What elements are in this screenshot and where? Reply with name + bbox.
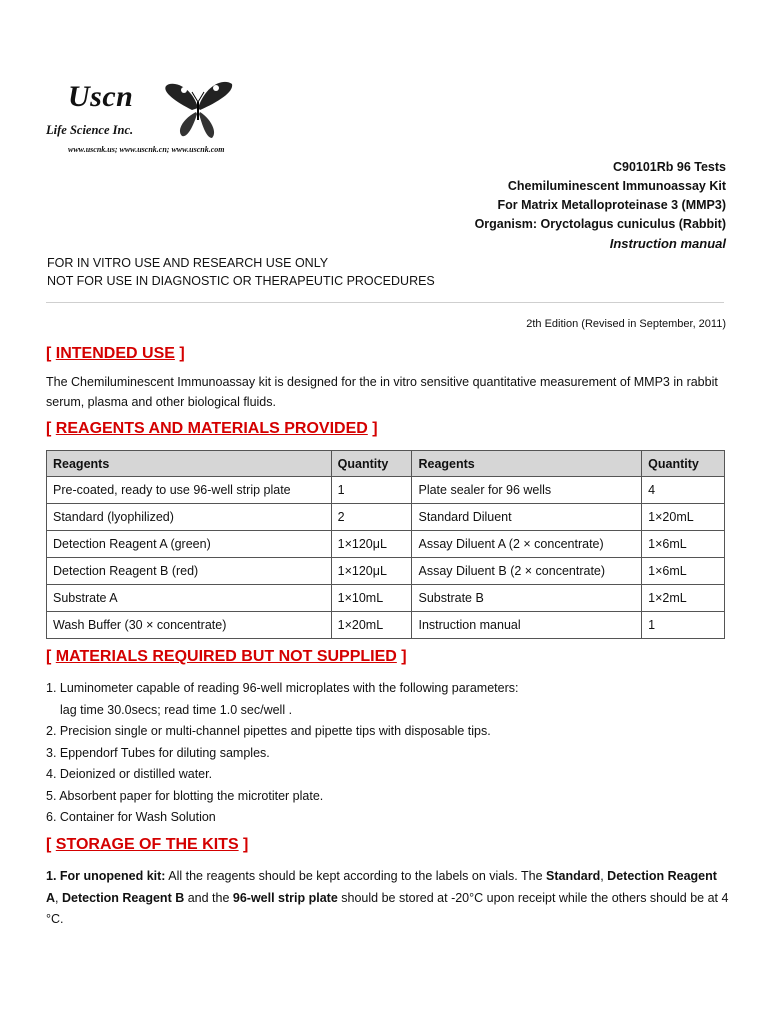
catalog-number: C90101Rb 96 Tests bbox=[612, 160, 726, 174]
divider bbox=[46, 302, 724, 303]
cell: Assay Diluent A (2 × concentrate) bbox=[412, 531, 642, 558]
intended-use-text: The Chemiluminescent Immunoassay kit is designed for the in vitro sensitive quantitative measurement of MMP3 in rabbit serum, plasma and other biological fluids. bbox=[46, 375, 718, 409]
header-cell: Reagents bbox=[47, 451, 332, 477]
logo-brand: Uscn bbox=[68, 80, 134, 113]
notice-line-2: NOT FOR USE IN DIAGNOSTIC OR THERAPEUTIC PROCEDURES bbox=[47, 274, 435, 288]
list-item: 2. Precision single or multi-channel pipettes and pipette tips with disposable tips. bbox=[46, 724, 491, 738]
list-item: lag time 30.0secs; read time 1.0 sec/well . bbox=[60, 702, 293, 717]
logo-websites: www.uscnk.us; www.uscnk.cn; www.uscnk.com bbox=[68, 145, 225, 154]
list-item: 3. Eppendorf Tubes for diluting samples. bbox=[46, 745, 270, 760]
cell: 1×20mL bbox=[642, 504, 725, 531]
list-item: 1. Luminometer capable of reading 96-well microplates with the following parameters: bbox=[46, 681, 519, 695]
cell: Detection Reagent B (red) bbox=[47, 558, 332, 585]
product-name: Chemiluminescent Immunoassay Kit bbox=[507, 179, 726, 193]
table-header-row bbox=[47, 451, 725, 477]
materials-list bbox=[46, 678, 518, 829]
table-row bbox=[47, 477, 725, 504]
cell: 1 bbox=[642, 612, 725, 639]
cell: 2 bbox=[331, 504, 412, 531]
cell: Instruction manual bbox=[412, 612, 642, 639]
organism: Organism: Oryctolagus cuniculus (Rabbit) bbox=[474, 217, 726, 231]
cell: Standard (lyophilized) bbox=[47, 504, 332, 531]
cell: Assay Diluent B (2 × concentrate) bbox=[412, 558, 642, 585]
cell: 1×120μL bbox=[331, 531, 412, 558]
cell: 1 bbox=[331, 477, 412, 504]
section-title-materials: [ MATERIALS REQUIRED BUT NOT SUPPLIED ] bbox=[46, 648, 407, 665]
cell: Substrate A bbox=[47, 585, 332, 612]
cell: 1×10mL bbox=[331, 585, 412, 612]
cell: Substrate B bbox=[412, 585, 642, 612]
cell: 1×6mL bbox=[642, 558, 725, 585]
edition-info: 2th Edition (Revised in September, 2011) bbox=[526, 318, 726, 330]
document-type: Instruction manual bbox=[609, 236, 726, 251]
cell: Pre-coated, ready to use 96-well strip plate bbox=[47, 477, 332, 504]
product-header bbox=[475, 158, 726, 253]
cell: Standard Diluent bbox=[412, 504, 642, 531]
cell: Detection Reagent A (green) bbox=[47, 531, 332, 558]
cell: Plate sealer for 96 wells bbox=[412, 477, 642, 504]
reagents-table bbox=[46, 450, 725, 639]
cell: Wash Buffer (30 × concentrate) bbox=[47, 612, 332, 639]
cell: 4 bbox=[642, 477, 725, 504]
list-item: 6. Container for Wash Solution bbox=[46, 810, 216, 824]
header-cell: Quantity bbox=[331, 451, 412, 477]
table-row bbox=[47, 531, 725, 558]
storage-text: 1. For unopened kit: All the reagents should be kept according to the labels on vials. The Standard, Detection Reagent A, Detection Reagent B and the 96-well strip plate should be stored at -20°C upon receipt while the others should be at 4 °C. bbox=[46, 869, 729, 926]
section-title-reagents: [ REAGENTS AND MATERIALS PROVIDED ] bbox=[46, 420, 378, 437]
cell: 1×6mL bbox=[642, 531, 725, 558]
list-item: 5. Absorbent paper for blotting the microtiter plate. bbox=[46, 788, 324, 803]
butterfly-icon bbox=[162, 78, 234, 140]
header-cell: Quantity bbox=[642, 451, 725, 477]
table-row bbox=[47, 612, 725, 639]
section-title-intended-use: [ INTENDED USE ] bbox=[46, 345, 185, 362]
logo-company: Life Science Inc. bbox=[46, 123, 134, 137]
table-row bbox=[47, 558, 725, 585]
usage-notice bbox=[47, 254, 435, 290]
notice-line-1: FOR IN VITRO USE AND RESEARCH USE ONLY bbox=[47, 256, 329, 270]
cell: 1×20mL bbox=[331, 612, 412, 639]
section-title-storage: [ STORAGE OF THE KITS ] bbox=[46, 836, 249, 853]
target-name: For Matrix Metalloproteinase 3 (MMP3) bbox=[497, 198, 726, 212]
table-row bbox=[47, 585, 725, 612]
list-item: 4. Deionized or distilled water. bbox=[46, 767, 213, 781]
header-cell: Reagents bbox=[412, 451, 642, 477]
cell: 1×2mL bbox=[642, 585, 725, 612]
cell: 1×120μL bbox=[331, 558, 412, 585]
table-row bbox=[47, 504, 725, 531]
